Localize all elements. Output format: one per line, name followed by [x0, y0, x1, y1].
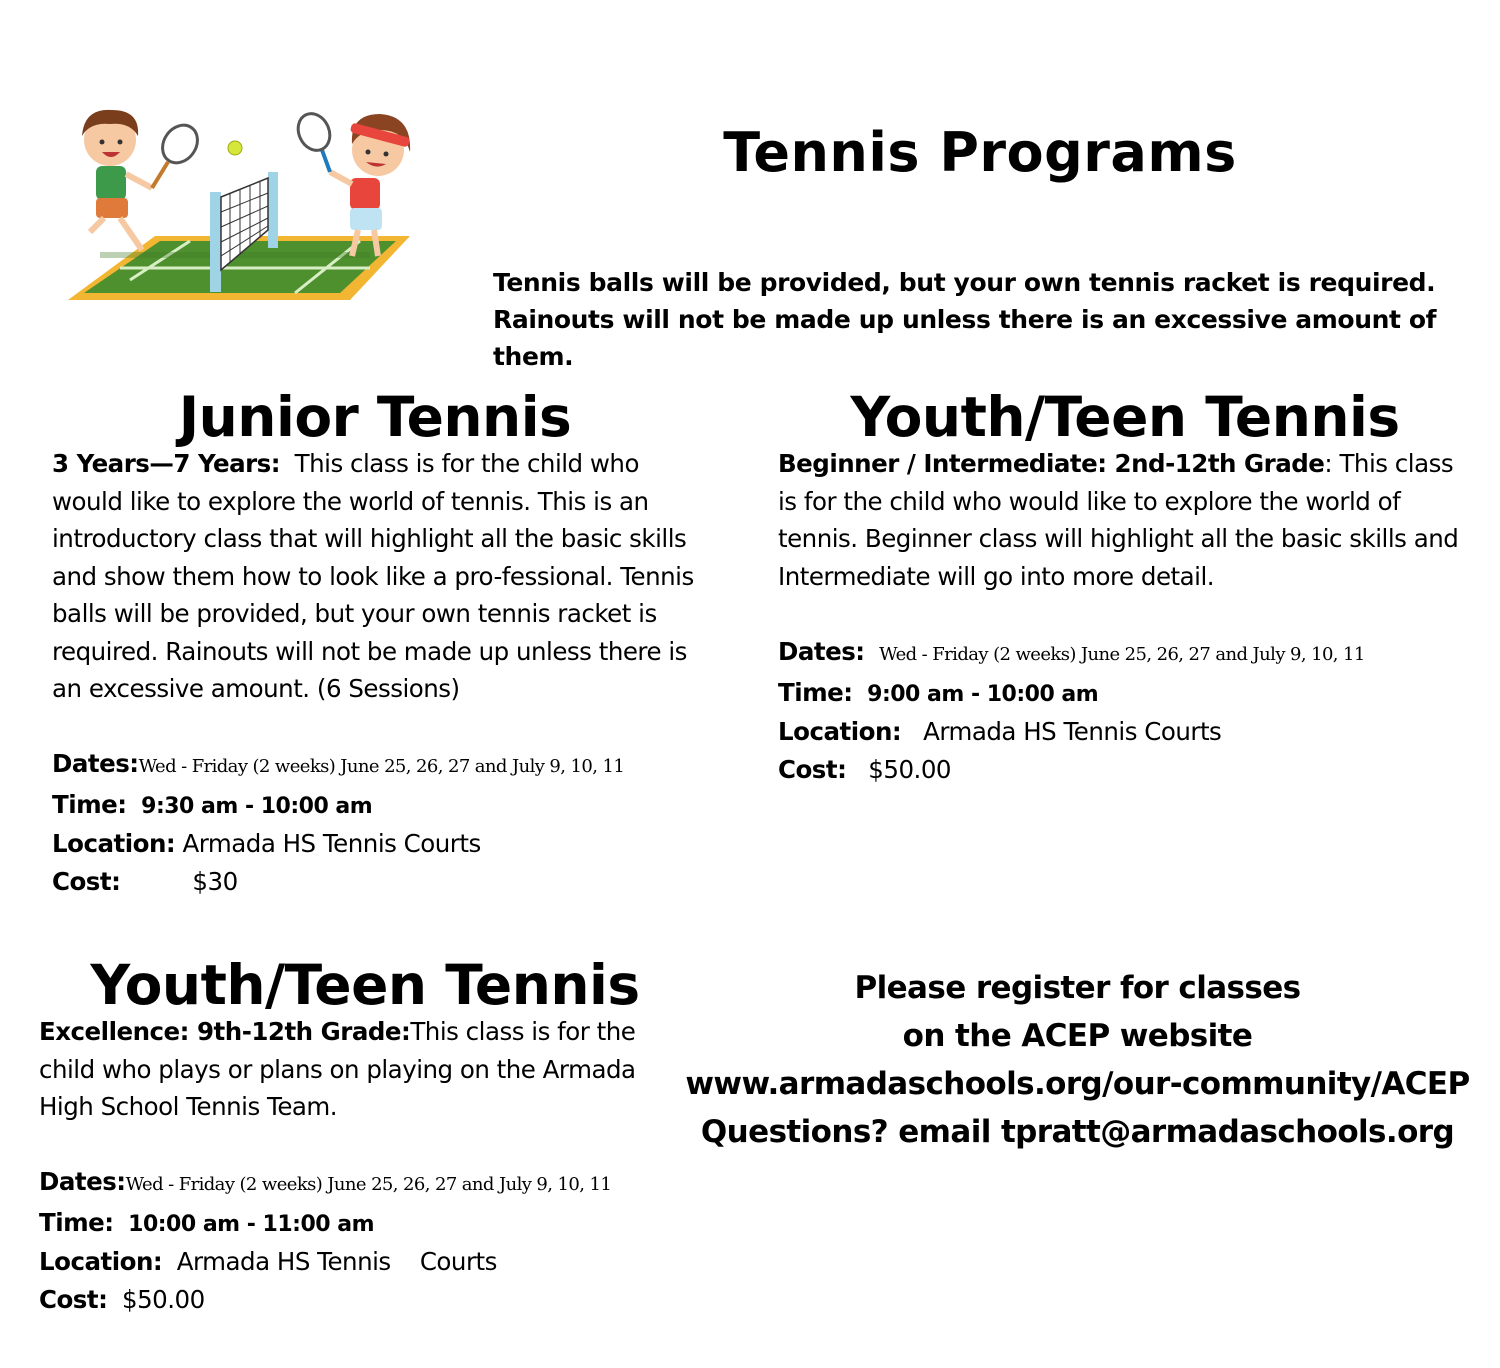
- location-label: Location:: [39, 1247, 163, 1276]
- cost-label: Cost:: [778, 754, 847, 784]
- cost-value: $50.00: [121, 1284, 205, 1314]
- acep-website-link[interactable]: www.armadaschools.org/our-community/ACEP: [685, 1066, 1470, 1102]
- time-label: Time:: [39, 1207, 114, 1237]
- location-value: Armada HS Tennis Courts: [923, 717, 1222, 746]
- location-value: Armada HS Tennis Courts: [182, 829, 481, 858]
- tennis-kids-illustration: [60, 100, 420, 310]
- time-label: Time:: [778, 677, 853, 707]
- youth-excellence-dates-row: [39, 1163, 719, 1204]
- location-label: Location:: [52, 829, 176, 858]
- youth-beginner-time-row: [778, 674, 1478, 714]
- register-line-2: on the ACEP website: [902, 1018, 1253, 1054]
- dates-value: Wed - Friday (2 weeks) June 25, 26, 27 and July 9, 10, 11: [125, 1174, 612, 1195]
- junior-details: [52, 745, 732, 900]
- junior-tennis-description: [52, 445, 712, 708]
- youth-excellence-title: Youth/Teen Tennis: [90, 953, 640, 1017]
- youth-beginner-title: Youth/Teen Tennis: [850, 385, 1400, 449]
- cost-value: $50.00: [868, 754, 952, 784]
- youth-excellence-cost-row: [39, 1281, 719, 1319]
- dates-label: Dates:: [778, 637, 865, 666]
- junior-location-row: [52, 825, 732, 863]
- youth-beginner-description: [778, 445, 1478, 595]
- page-title: Tennis Programs: [723, 121, 1237, 184]
- register-info: [680, 964, 1475, 1156]
- questions-email[interactable]: Questions? email tpratt@armadaschools.org: [700, 1114, 1455, 1150]
- youth-excellence-details: [39, 1163, 719, 1318]
- youth-excellence-description-text: This class is for the child who plays or plans on playing on the Armada High School Tennis Team.: [39, 1017, 636, 1121]
- cost-value: $30: [192, 866, 238, 896]
- junior-dates-row: [52, 745, 732, 786]
- junior-cost-row: [52, 863, 732, 901]
- intro-notice: Tennis balls will be provided, but your own tennis racket is required. Rainouts will not be made up unless there is an excessive amount of them.: [493, 268, 1437, 371]
- junior-description-text: This class is for the child who would like to explore the world of tennis. This is an introductory class that will highlight all the basic skills and show them how to look like a pro-fessional. Tennis balls will be provided, but your own tennis racket is required. Rainouts will not be made up unless there is an excessive amount. (6 Sessions): [52, 449, 694, 703]
- register-line-1: Please register for classes: [854, 970, 1301, 1006]
- youth-beginner-location-row: [778, 713, 1478, 751]
- cost-label: Cost:: [39, 1284, 108, 1314]
- youth-beginner-level-label: Beginner / Intermediate: 2nd-12th Grade: [778, 449, 1325, 478]
- time-value: 9:30 am - 10:00 am: [141, 793, 373, 819]
- time-value: 9:00 am - 10:00 am: [867, 681, 1099, 707]
- junior-time-row: [52, 786, 732, 826]
- junior-age-label: 3 Years—7 Years:: [52, 449, 281, 478]
- youth-beginner-cost-row: [778, 751, 1478, 789]
- dates-label: Dates:: [39, 1167, 126, 1196]
- dates-label: Dates:: [52, 749, 139, 778]
- location-value: Armada HS Tennis Courts: [176, 1247, 497, 1276]
- youth-beginner-details: [778, 633, 1478, 788]
- youth-excellence-level-label: Excellence: 9th-12th Grade:: [39, 1017, 411, 1046]
- youth-excellence-time-row: [39, 1204, 719, 1244]
- youth-beginner-description-text: : This class is for the child who would like to explore the world of tennis. Beginner class will highlight all the basic skills and Intermediate will go into more detail.: [778, 449, 1459, 591]
- location-label: Location:: [778, 717, 902, 746]
- dates-value: Wed - Friday (2 weeks) June 25, 26, 27 and July 9, 10, 11: [879, 644, 1365, 665]
- junior-tennis-title: Junior Tennis: [178, 385, 572, 449]
- time-value: 10:00 am - 11:00 am: [128, 1211, 375, 1237]
- dates-value: Wed - Friday (2 weeks) June 25, 26, 27 and July 9, 10, 11: [138, 756, 625, 777]
- cost-label: Cost:: [52, 866, 121, 896]
- youth-excellence-description: [39, 1013, 689, 1126]
- youth-excellence-location-row: [39, 1243, 719, 1281]
- time-label: Time:: [52, 789, 127, 819]
- youth-beginner-dates-row: [778, 633, 1478, 674]
